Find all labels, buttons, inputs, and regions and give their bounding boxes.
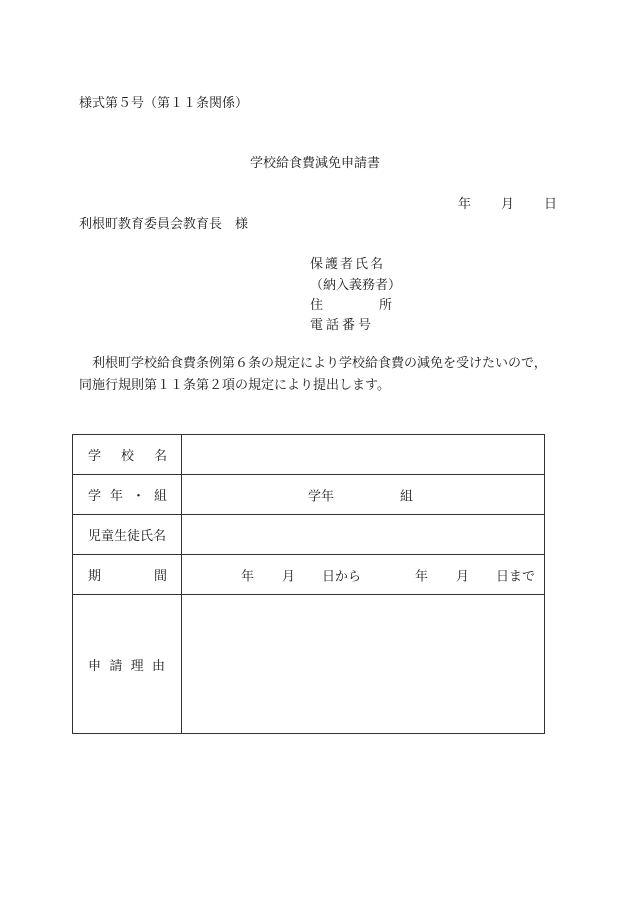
form-number: 様式第５号（第１１条関係） [79, 96, 249, 111]
addressee: 利根町教育委員会教育長 様 [79, 217, 249, 232]
date-year: 年 [458, 197, 472, 212]
address-char-2: 所 [378, 298, 392, 313]
student-name-field[interactable] [182, 515, 545, 555]
table-row-school [73, 435, 545, 475]
period-field[interactable] [182, 555, 545, 595]
document-title: 学校給食費減免申請書 [249, 156, 380, 171]
date-day: 日 [544, 197, 558, 212]
school-name-label: 学 校 名 [73, 435, 182, 475]
address-label [310, 299, 392, 312]
reason-label: 申 請 理 由 [73, 595, 182, 734]
payer-note: （納入義務者） [310, 278, 402, 293]
period-to-month: 月 [456, 569, 470, 584]
phone-label: 電話番号 [310, 318, 375, 333]
grade-unit: 学年 [308, 489, 335, 504]
grade-class-label: 学 年 ・ 組 [73, 475, 182, 515]
period-label: 期 間 [73, 555, 182, 595]
table-row-period [73, 555, 545, 595]
period-from-day: 日から [322, 569, 362, 584]
table-row-grade [73, 475, 545, 515]
table-row-student [73, 515, 545, 555]
application-table [72, 434, 545, 734]
date-month: 月 [501, 197, 515, 212]
body-text-line-2: 同施行規則第１１条第２項の規定により提出します。 [79, 378, 390, 393]
address-char-1: 住 [310, 298, 324, 313]
period-to-year: 年 [415, 569, 429, 584]
class-unit: 組 [400, 489, 414, 504]
date-line [458, 198, 557, 211]
period-from-year: 年 [241, 569, 255, 584]
period-from-month: 月 [282, 569, 296, 584]
student-name-label: 児童生徒氏名 [73, 515, 182, 555]
reason-field[interactable] [182, 595, 545, 734]
table-row-reason [73, 595, 545, 734]
grade-class-field[interactable] [182, 475, 545, 515]
body-text-line-1: 利根町学校給食費条例第６条の規定により学校給食費の減免を受けたいので， [92, 356, 547, 371]
guardian-name-label: 保護者氏名 [310, 257, 386, 272]
school-name-field[interactable] [182, 435, 545, 475]
period-to-day: 日まで [496, 569, 536, 584]
